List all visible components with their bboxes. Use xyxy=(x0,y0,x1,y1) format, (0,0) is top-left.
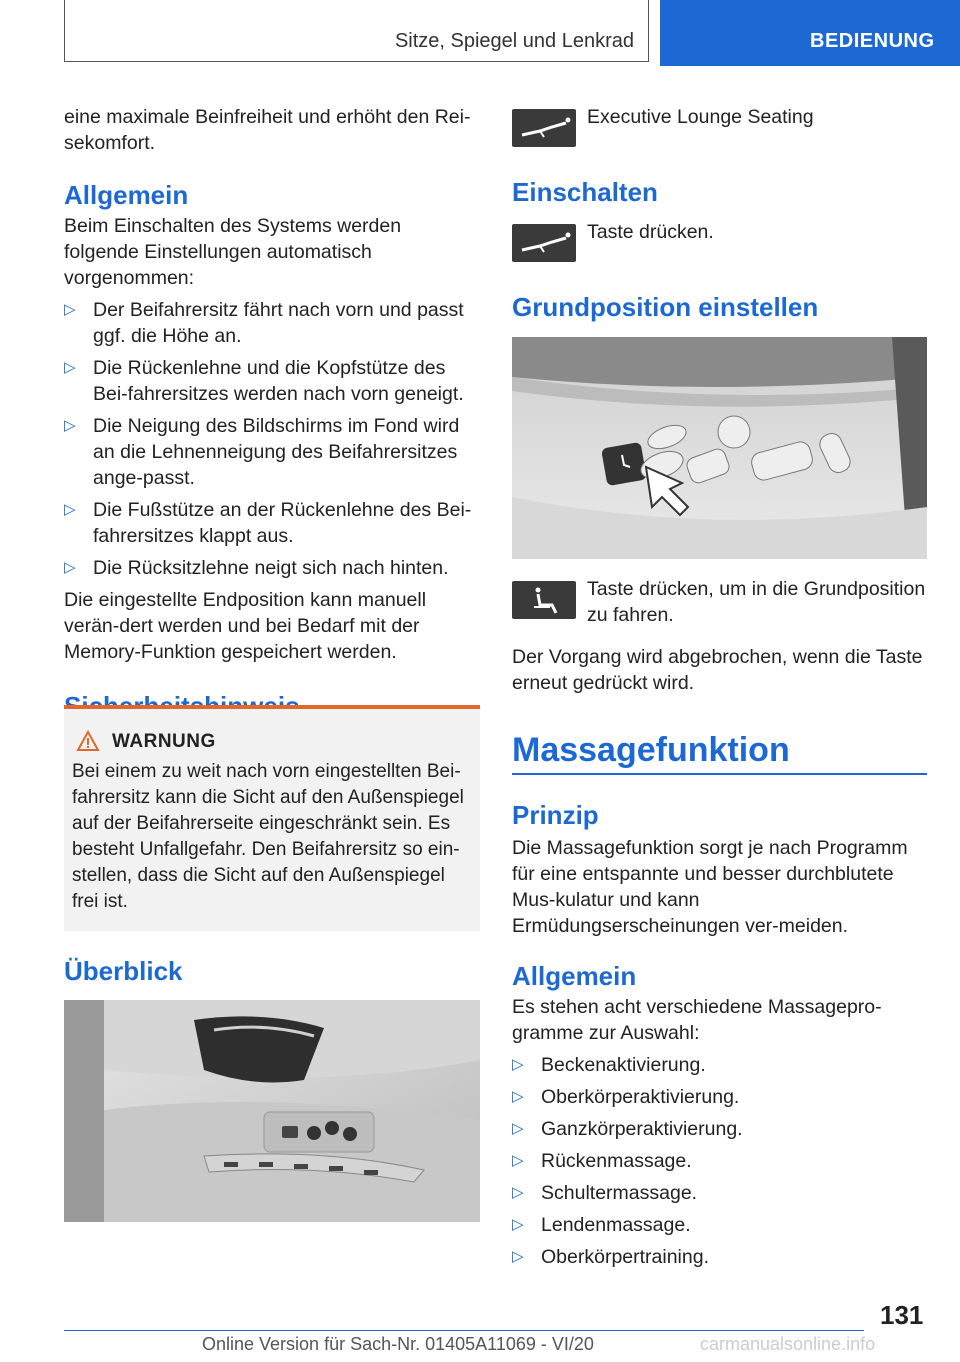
left-column xyxy=(64,104,480,722)
list-item: ▷ Der Beifahrersitz fährt nach vorn und passt ggf. die Höhe an. xyxy=(64,299,464,347)
section-divider xyxy=(512,773,927,775)
heading-prinzip: Prinzip xyxy=(512,800,599,830)
taste-druecken-label: Taste drücken. xyxy=(587,221,714,243)
triangle-bullet-icon: ▷ xyxy=(512,1248,524,1265)
triangle-bullet-icon: ▷ xyxy=(512,1056,524,1073)
watermark: carmanualsonline.info xyxy=(700,1334,876,1354)
list-item: ▷ Beckenaktivierung. xyxy=(512,1054,706,1076)
list-item: ▷ Die Rückenlehne und die Kopfstütze des Bei-fahrersitzes werden nach vorn geneigt. xyxy=(64,357,464,405)
triangle-bullet-icon: ▷ xyxy=(64,301,76,318)
list-item: ▷ Oberkörperaktivierung. xyxy=(512,1086,740,1108)
list-item: ▷ Die Fußstütze an der Rückenlehne des Bei-fahrersitzes klappt aus. xyxy=(64,499,472,547)
abgebrochen-text: Der Vorgang wird abgebrochen, wenn die Taste erneut gedrückt wird. xyxy=(512,646,923,694)
online-version-note: Online Version für Sach-Nr. 01405A11069 - VI/20 xyxy=(202,1334,594,1354)
endposition-text: Die eingestellte Endposition kann manuell verän-dert werden und bei Bedarf mit der Memory-Funktion gespeichert werden. xyxy=(64,589,427,663)
grundposition-label: Taste drücken, um in die Grundposition zu fahren. xyxy=(587,578,926,626)
list-item: ▷ Rückenmassage. xyxy=(512,1150,692,1172)
seat-home-position-icon xyxy=(512,581,576,619)
allgemein-list xyxy=(64,297,480,581)
allgemein2-text: Es stehen acht verschiedene Massagepro-gramme zur Auswahl: xyxy=(512,996,882,1044)
list-item: ▷ Ganzkörperaktivierung. xyxy=(512,1118,743,1140)
executive-lounge-label: Executive Lounge Seating xyxy=(587,106,814,128)
warning-title: WARNUNG xyxy=(112,731,216,752)
triangle-bullet-icon: ▷ xyxy=(64,501,76,518)
triangle-bullet-icon: ▷ xyxy=(64,359,76,376)
list-item: ▷ Die Neigung des Bildschirms im Fond wird an die Lehnenneigung des Beifahrersitzes ange-passt. xyxy=(64,415,460,489)
list-item: ▷ Die Rücksitzlehne neigt sich nach hinten. xyxy=(64,557,449,579)
section-tab[interactable] xyxy=(660,0,960,66)
triangle-bullet-icon: ▷ xyxy=(512,1120,524,1137)
triangle-bullet-icon: ▷ xyxy=(512,1088,524,1105)
chapter-title: Sitze, Spiegel und Lenkrad xyxy=(394,30,634,52)
triangle-bullet-icon: ▷ xyxy=(512,1152,524,1169)
triangle-bullet-icon: ▷ xyxy=(512,1216,524,1233)
heading-allgemein: Allgemein xyxy=(64,180,189,210)
warning-heading xyxy=(72,731,472,753)
programme-list xyxy=(512,1052,927,1270)
warning-box xyxy=(64,705,480,931)
right-massage-section xyxy=(512,800,927,1276)
allgemein-text: Beim Einschalten des Systems werden folgende Einstellungen automatisch vorgenommen: xyxy=(64,215,402,289)
footer-rule xyxy=(64,1330,864,1331)
triangle-bullet-icon: ▷ xyxy=(64,559,76,576)
executive-lounge-seat-icon xyxy=(512,109,576,147)
warning-triangle-icon xyxy=(76,730,100,752)
prinzip-text: Die Massagefunktion sorgt je nach Programm für eine entspannte und besser durchblutete Mus-kulatur und kann Ermüdungserscheinungen ver-meiden. xyxy=(512,837,908,937)
intro-line-1: eine maximale Beinfreiheit und erhöht den Rei- xyxy=(64,106,471,128)
heading-allgemein-2: Allgemein xyxy=(512,961,637,991)
page-number: 131 xyxy=(880,1300,924,1330)
triangle-bullet-icon: ▷ xyxy=(512,1184,524,1201)
list-item: ▷ Lendenmassage. xyxy=(512,1214,691,1236)
intro-text xyxy=(64,104,480,156)
list-item: ▷ Oberkörpertraining. xyxy=(512,1246,709,1268)
warning-text: Bei einem zu weit nach vorn eingestellten Bei-fahrersitz kann die Sicht auf den Außenspiegel auf der Beifahrerseite eingeschränkt sein. Es besteht Unfallgefahr. Den Beifahrersitz so ein-stellen, dass die Sicht auf den Außenspiegel frei ist. xyxy=(72,761,464,912)
heading-grundposition: Grundposition einstellen xyxy=(512,292,819,322)
intro-line-2: sekomfort. xyxy=(64,132,156,154)
seat-controls-photo xyxy=(512,337,927,559)
heading-massagefunktion: Massagefunktion xyxy=(512,731,790,769)
section-tab-label: BEDIENUNG xyxy=(810,30,935,52)
triangle-bullet-icon: ▷ xyxy=(64,417,76,434)
header-frame xyxy=(64,0,649,62)
heading-ueberblick: Überblick xyxy=(64,956,183,986)
door-panel-photo xyxy=(64,1000,480,1222)
list-item: ▷ Schultermassage. xyxy=(512,1182,698,1204)
seat-button-icon xyxy=(512,224,576,262)
heading-einschalten: Einschalten xyxy=(512,177,658,207)
